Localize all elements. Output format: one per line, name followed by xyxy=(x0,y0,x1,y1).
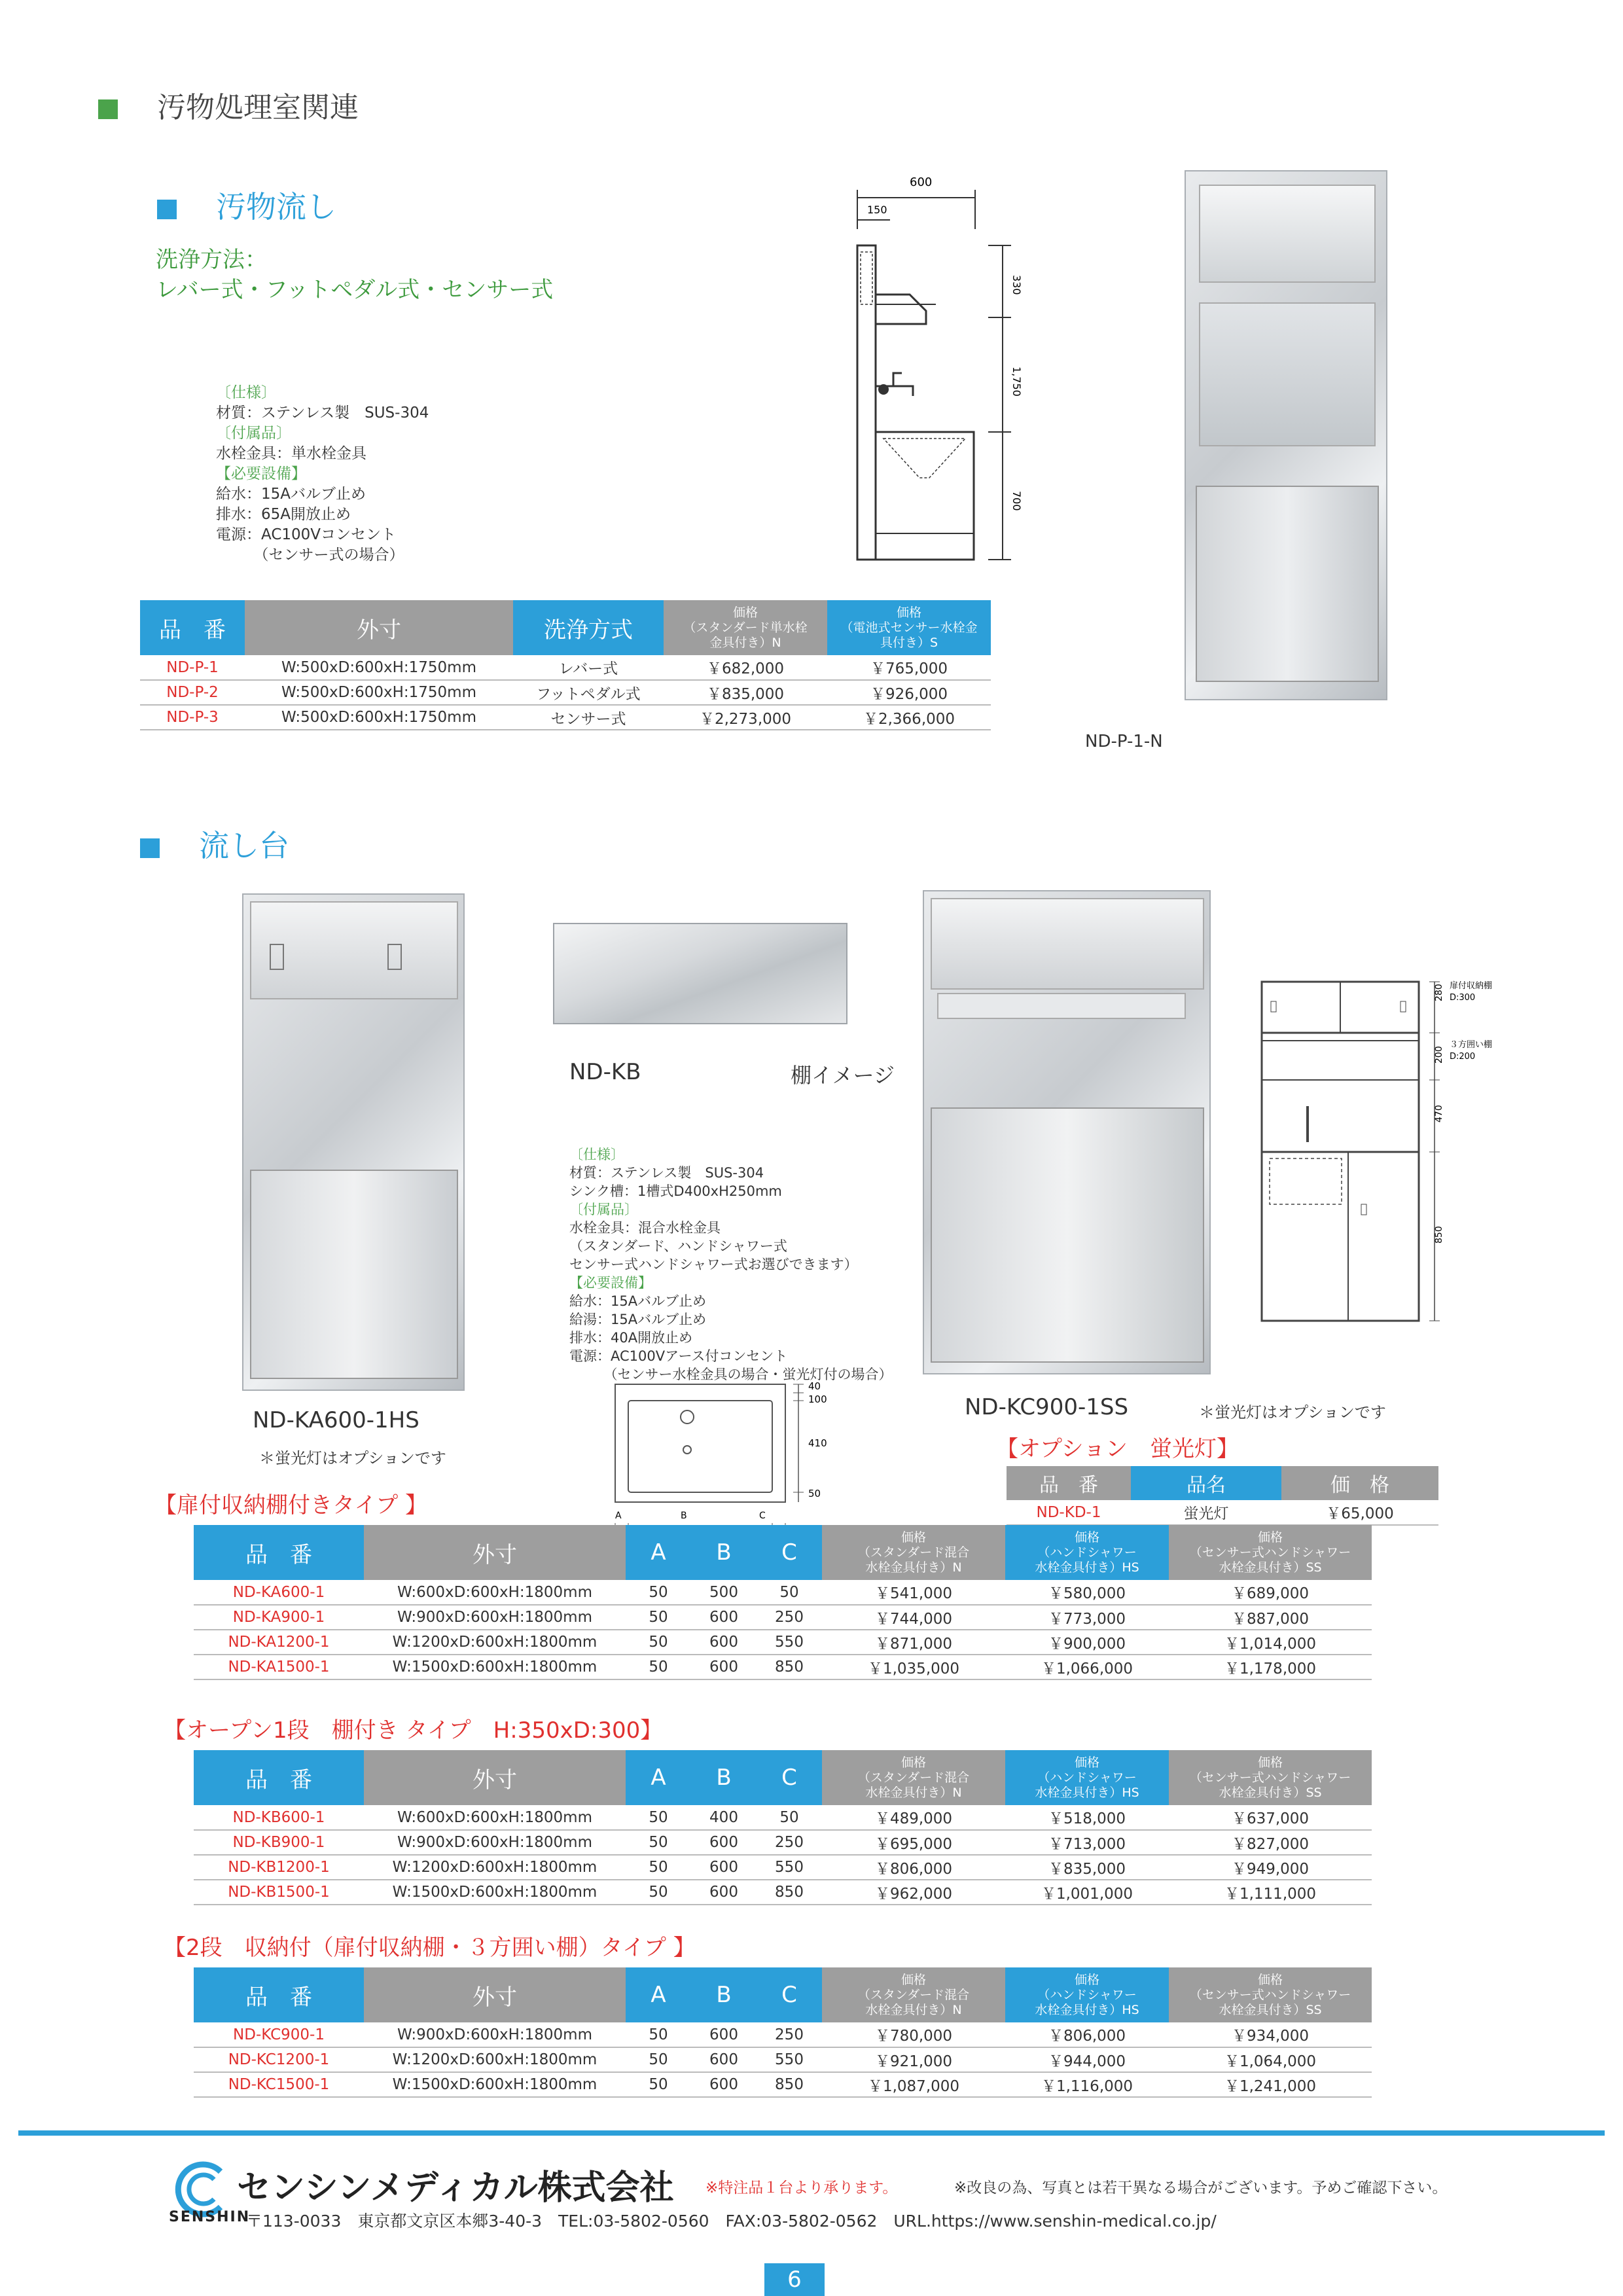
table-cell: 250 xyxy=(757,1605,822,1630)
spec-block-1 xyxy=(216,383,429,565)
caption-kc: ND-KC900-1SS xyxy=(965,1394,1129,1420)
th-option-price: 価 格 xyxy=(1281,1466,1438,1500)
table-cell: ￥637,000 xyxy=(1169,1805,1372,1830)
table-cell: 50 xyxy=(626,1830,691,1855)
table-cell: W:1500xD:600xH:1800mm xyxy=(364,2072,626,2097)
spec-line: 〔仕様〕 xyxy=(216,384,276,401)
dim-sink-bottom: 50 xyxy=(808,1488,821,1499)
th-dimension: 外寸 xyxy=(245,600,513,655)
shelf-image-kb xyxy=(553,923,847,1024)
table-cell: ￥2,366,000 xyxy=(827,705,991,730)
table-cell: 600 xyxy=(691,1880,757,1905)
table-cell: ￥926,000 xyxy=(827,680,991,705)
table-row xyxy=(194,2072,1372,2097)
table-cell: 600 xyxy=(691,2022,757,2047)
th-wash-method: 洗浄方式 xyxy=(513,600,664,655)
dim-kc-2-label-b: D:200 xyxy=(1450,1052,1476,1062)
table-cell: ￥1,066,000 xyxy=(1005,1655,1169,1679)
product-table xyxy=(194,1967,1372,2098)
th-b: B xyxy=(691,1750,757,1805)
table-cell: 50 xyxy=(757,1580,822,1605)
th-dimension: 外寸 xyxy=(364,1750,626,1805)
table-cell: ￥780,000 xyxy=(822,2022,1005,2047)
table-cell: ￥682,000 xyxy=(664,655,827,680)
table-cell: ￥773,000 xyxy=(1005,1605,1169,1630)
th-price-ss: 価格 （センサー式ハンドシャワー 水栓金具付き）SS xyxy=(1169,1525,1372,1580)
dim-label-c: C xyxy=(759,1511,766,1521)
note-improvement: ※改良の為、写真とは若干異なる場合がございます。予めご確認下さい。 xyxy=(954,2179,1448,2197)
table-cell: ￥541,000 xyxy=(822,1580,1005,1605)
page-header: 汚物処理室関連 xyxy=(98,84,359,126)
table-cell: W:500xD:600xH:1750mm xyxy=(245,705,513,730)
table-cell: ￥1,035,000 xyxy=(822,1655,1005,1679)
table-cell: 50 xyxy=(626,1605,691,1630)
table-cell: 50 xyxy=(626,1580,691,1605)
cell-model: ND-P-3 xyxy=(140,705,245,730)
table-cell: 600 xyxy=(691,1655,757,1679)
spec-line: （センサー水栓金具の場合・蛍光灯付の場合） xyxy=(569,1367,893,1382)
table-cell: 50 xyxy=(626,1855,691,1880)
table-cell: レバー式 xyxy=(513,655,664,680)
table-cell: 600 xyxy=(691,1855,757,1880)
table-option xyxy=(1007,1466,1438,1526)
table-row xyxy=(194,1655,1372,1679)
spec-line: 排水：65A開放止め xyxy=(216,506,351,523)
spec-line: 水栓金具：単水栓金具 xyxy=(216,445,366,462)
logo-text: SENSHIN xyxy=(169,2209,251,2225)
table-cell: 850 xyxy=(757,1880,822,1905)
dim-kc-4: 850 xyxy=(1434,1226,1444,1244)
th-model: 品 番 xyxy=(194,1967,364,2022)
table-cell: ￥1,014,000 xyxy=(1169,1630,1372,1655)
cell-model: ND-P-1 xyxy=(140,655,245,680)
cell-model: ND-KB900-1 xyxy=(194,1830,364,1855)
th-price-ss: 価格 （センサー式ハンドシャワー 水栓金具付き）SS xyxy=(1169,1967,1372,2022)
th-dimension: 外寸 xyxy=(364,1967,626,2022)
table-cell: 600 xyxy=(691,1605,757,1630)
dim-kc-2-label-a: ３方囲い棚 xyxy=(1450,1040,1493,1050)
drawing-sink-np xyxy=(831,170,1027,589)
cell-model: ND-KC900-1 xyxy=(194,2022,364,2047)
table-cell: 250 xyxy=(757,2022,822,2047)
table-cell: 600 xyxy=(691,2072,757,2097)
table-row xyxy=(194,1605,1372,1630)
table-cell: 50 xyxy=(757,1805,822,1830)
table-row xyxy=(140,680,991,705)
th-option-name: 品名 xyxy=(1131,1466,1281,1500)
table-cell: 550 xyxy=(757,2047,822,2072)
table-cell: 600 xyxy=(691,2047,757,2072)
table-row xyxy=(194,1580,1372,1605)
spec-line: 材質：ステンレス製 SUS-304 xyxy=(216,404,429,422)
green-square-icon xyxy=(98,99,118,119)
cell-model: ND-P-2 xyxy=(140,680,245,705)
table-cell: 550 xyxy=(757,1630,822,1655)
table-cell: 50 xyxy=(626,1880,691,1905)
th-c: C xyxy=(757,1967,822,2022)
table-cell: ￥1,087,000 xyxy=(822,2072,1005,2097)
table-cell: ￥518,000 xyxy=(1005,1805,1169,1830)
table-cell: W:900xD:600xH:1800mm xyxy=(364,1830,626,1855)
th-price-n: 価格 （スタンダード混合 水栓金具付き）N xyxy=(822,1750,1005,1805)
th-price-hs: 価格 （ハンドシャワー 水栓金具付き）HS xyxy=(1005,1750,1169,1805)
table-cell: センサー式 xyxy=(513,705,664,730)
dim-sink-top: 40 xyxy=(808,1380,821,1392)
method-label: 洗浄方法： xyxy=(156,247,267,273)
blue-square-icon xyxy=(157,200,177,219)
company-address: 〒113-0033 東京都文京区本郷3-40-3 TEL:03-5802-0560 FAX:03-5802-0562 URL.https://www.senshin-medical.co.jp/ xyxy=(246,2212,1217,2231)
cell-model: ND-KB1500-1 xyxy=(194,1880,364,1905)
product-photo-np xyxy=(1185,170,1387,700)
table-cell: ￥944,000 xyxy=(1005,2047,1169,2072)
drawing-kc xyxy=(1257,975,1493,1342)
table-cell: W:500xD:600xH:1750mm xyxy=(245,655,513,680)
table-cell: W:1200xD:600xH:1800mm xyxy=(364,2047,626,2072)
table-cell: 600 xyxy=(691,1830,757,1855)
section1-title: 汚物流し xyxy=(157,183,336,226)
table-cell: ￥921,000 xyxy=(822,2047,1005,2072)
table-row xyxy=(194,2047,1372,2072)
table-cell: ￥2,273,000 xyxy=(664,705,827,730)
product-table xyxy=(194,1525,1372,1680)
spec-line: 給水：15Aバルブ止め xyxy=(216,486,366,503)
caption-ka: ND-KA600-1HS xyxy=(253,1407,419,1433)
table-row xyxy=(194,1805,1372,1830)
table-cell: W:600xD:600xH:1800mm xyxy=(364,1805,626,1830)
product-table xyxy=(194,1750,1372,1905)
table-cell: 500 xyxy=(691,1580,757,1605)
dim-kc-1-label-b: D:300 xyxy=(1450,993,1476,1003)
dim-side: 150 xyxy=(867,204,887,216)
cell-model: ND-KC1500-1 xyxy=(194,2072,364,2097)
spec-line: 【必要設備】 xyxy=(569,1275,652,1291)
table-row xyxy=(140,705,991,730)
cell-model: ND-KC1200-1 xyxy=(194,2047,364,2072)
spec-line: （スタンダード、ハンドシャワー式 xyxy=(569,1238,787,1254)
table-cell: W:1500xD:600xH:1800mm xyxy=(364,1655,626,1679)
table-row xyxy=(194,1630,1372,1655)
table-cell: 50 xyxy=(626,2022,691,2047)
th-price-ss: 価格 （センサー式ハンドシャワー 水栓金具付き）SS xyxy=(1169,1750,1372,1805)
table-cell: フットペダル式 xyxy=(513,680,664,705)
table-cell: ￥934,000 xyxy=(1169,2022,1372,2047)
cell-model: ND-KD-1 xyxy=(1007,1500,1131,1525)
table-cell: ￥1,064,000 xyxy=(1169,2047,1372,2072)
dim-kc-2: 200 xyxy=(1434,1046,1444,1064)
th-model: 品 番 xyxy=(140,600,245,655)
dim-counter: 700 xyxy=(1010,491,1023,511)
table-row xyxy=(194,1880,1372,1905)
th-model: 品 番 xyxy=(194,1750,364,1805)
cell-model: ND-KA1200-1 xyxy=(194,1630,364,1655)
table-row xyxy=(194,1855,1372,1880)
table-cell: ￥871,000 xyxy=(822,1630,1005,1655)
th-model: 品 番 xyxy=(194,1525,364,1580)
caption-shelf-image: 棚イメージ xyxy=(791,1063,895,1088)
spec-line: 給湯：15Aバルブ止め xyxy=(569,1312,707,1327)
dim-kc-1: 280 xyxy=(1434,984,1444,1001)
cell-model: ND-KB1200-1 xyxy=(194,1855,364,1880)
table-title: 【扉付収納棚付きタイプ 】 xyxy=(154,1492,428,1518)
dim-label-b: B xyxy=(681,1511,687,1521)
section2-title: 流し台 xyxy=(140,822,289,865)
th-price-hs: 価格 （ハンドシャワー 水栓金具付き）HS xyxy=(1005,1525,1169,1580)
blue-square-icon xyxy=(140,838,160,858)
table-cell: W:1200xD:600xH:1800mm xyxy=(364,1855,626,1880)
company-name: センシンメディカル株式会社 xyxy=(237,2168,674,2208)
table-cell: ￥1,241,000 xyxy=(1169,2072,1372,2097)
table-cell: ￥887,000 xyxy=(1169,1605,1372,1630)
cell-model: ND-KB600-1 xyxy=(194,1805,364,1830)
table-cell: 50 xyxy=(626,2047,691,2072)
spec-block-2 xyxy=(569,1145,893,1384)
spec-line: 給水：15Aバルブ止め xyxy=(569,1293,707,1309)
th-c: C xyxy=(757,1525,822,1580)
dim-label-a: A xyxy=(615,1511,622,1521)
th-c: C xyxy=(757,1750,822,1805)
table-cell: W:900xD:600xH:1800mm xyxy=(364,2022,626,2047)
table-cell: ￥695,000 xyxy=(822,1830,1005,1855)
table-cell: ￥900,000 xyxy=(1005,1630,1169,1655)
table-cell: ￥580,000 xyxy=(1005,1580,1169,1605)
th-price-n: 価格 （スタンダード混合 水栓金具付き）N xyxy=(822,1967,1005,2022)
drawing-sink-top xyxy=(602,1371,838,1535)
product-photo-ka xyxy=(242,893,465,1391)
spec-line: 電源：AC100Vコンセント xyxy=(216,526,397,543)
spec-line: （センサー式の場合） xyxy=(216,547,404,564)
note-kc: ＊蛍光灯はオプションです xyxy=(1199,1403,1386,1422)
table-cell: 400 xyxy=(691,1805,757,1830)
table-row xyxy=(194,1830,1372,1855)
method-block xyxy=(156,245,553,305)
dim-kc-1-label-a: 扉付収納棚 xyxy=(1450,981,1493,991)
table-cell: 600 xyxy=(691,1630,757,1655)
option-title: 【オプション 蛍光灯】 xyxy=(996,1436,1239,1462)
table-cell: ￥713,000 xyxy=(1005,1830,1169,1855)
th-a: A xyxy=(626,1750,691,1805)
dim-height: 1,750 xyxy=(1010,367,1023,397)
spec-line: センサー式ハンドシャワー式お選びできます） xyxy=(569,1257,858,1272)
spec-line: 【必要設備】 xyxy=(216,465,306,482)
spec-line: シンク槽：1槽式D400xH250mm xyxy=(569,1183,782,1199)
spec-line: 水栓金具：混合水栓金具 xyxy=(569,1220,721,1236)
table-cell: ￥1,111,000 xyxy=(1169,1880,1372,1905)
table-cell: 50 xyxy=(626,1630,691,1655)
th-price-n: 価格 （スタンダード単水栓 金具付き）N xyxy=(664,600,827,655)
footer-divider xyxy=(18,2130,1605,2136)
th-price-n: 価格 （スタンダード混合 水栓金具付き）N xyxy=(822,1525,1005,1580)
method-value: レバー式・フットペダル式・センサー式 xyxy=(156,277,554,303)
table-row xyxy=(140,655,991,680)
th-a: A xyxy=(626,1525,691,1580)
spec-line: 〔付属品〕 xyxy=(216,425,291,442)
table-cell: 50 xyxy=(626,1805,691,1830)
cell-model: ND-KA1500-1 xyxy=(194,1655,364,1679)
th-dimension: 外寸 xyxy=(364,1525,626,1580)
table-cell: ￥949,000 xyxy=(1169,1855,1372,1880)
table-title: 【2段 収納付（扉付収納棚・３方囲い棚）タイプ 】 xyxy=(164,1935,696,1961)
table-cell: 850 xyxy=(757,1655,822,1679)
th-b: B xyxy=(691,1525,757,1580)
dim-sink-mid: 100 xyxy=(808,1393,827,1405)
table-cell: 250 xyxy=(757,1830,822,1855)
th-a: A xyxy=(626,1967,691,2022)
table-cell: W:600xD:600xH:1800mm xyxy=(364,1580,626,1605)
dim-kc-3: 470 xyxy=(1434,1105,1444,1122)
table-np xyxy=(140,600,991,730)
spec-line: 〔付属品〕 xyxy=(569,1202,638,1217)
table-cell: W:500xD:600xH:1750mm xyxy=(245,680,513,705)
dim-sink-depth: 410 xyxy=(808,1437,827,1449)
table-cell: 850 xyxy=(757,2072,822,2097)
spec-line: 〔仕様〕 xyxy=(569,1147,624,1162)
table-row xyxy=(1007,1500,1438,1525)
table-cell: ￥1,116,000 xyxy=(1005,2072,1169,2097)
spec-line: 電源：AC100Vアース付コンセント xyxy=(569,1348,788,1364)
note-ka: ＊蛍光灯はオプションです xyxy=(259,1449,446,1467)
dim-shelf: 330 xyxy=(1010,275,1023,295)
table-cell: W:900xD:600xH:1800mm xyxy=(364,1605,626,1630)
table-title: 【オープン1段 棚付き タイプ H:350xD:300】 xyxy=(164,1717,663,1744)
note-custom-order: ※特注品１台より承ります。 xyxy=(705,2179,898,2197)
table-row xyxy=(194,2022,1372,2047)
page-number: 6 xyxy=(764,2263,825,2296)
dim-width: 600 xyxy=(910,175,933,189)
spec-line: 排水：40A開放止め xyxy=(569,1330,693,1346)
table-cell: 50 xyxy=(626,2072,691,2097)
spec-line: 材質：ステンレス製 SUS-304 xyxy=(569,1165,764,1181)
table-cell: ￥744,000 xyxy=(822,1605,1005,1630)
table-cell: W:1500xD:600xH:1800mm xyxy=(364,1880,626,1905)
table-cell: W:1200xD:600xH:1800mm xyxy=(364,1630,626,1655)
table-cell: 蛍光灯 xyxy=(1131,1500,1281,1525)
cell-model: ND-KA900-1 xyxy=(194,1605,364,1630)
table-cell: ￥689,000 xyxy=(1169,1580,1372,1605)
th-option-model: 品 番 xyxy=(1007,1466,1131,1500)
table-cell: ￥1,178,000 xyxy=(1169,1655,1372,1679)
table-cell: ￥962,000 xyxy=(822,1880,1005,1905)
table-cell: 50 xyxy=(626,1655,691,1679)
table-cell: ￥765,000 xyxy=(827,655,991,680)
th-price-s: 価格 （電池式センサー水栓金 具付き）S xyxy=(827,600,991,655)
table-cell: 550 xyxy=(757,1855,822,1880)
table-cell: ￥806,000 xyxy=(1005,2022,1169,2047)
product-photo-kc xyxy=(923,890,1211,1374)
table-cell: ￥489,000 xyxy=(822,1805,1005,1830)
table-cell: ￥827,000 xyxy=(1169,1830,1372,1855)
table-cell: ￥835,000 xyxy=(664,680,827,705)
table-cell: ￥1,001,000 xyxy=(1005,1880,1169,1905)
table-cell: ￥806,000 xyxy=(822,1855,1005,1880)
th-b: B xyxy=(691,1967,757,2022)
th-price-hs: 価格 （ハンドシャワー 水栓金具付き）HS xyxy=(1005,1967,1169,2022)
photo-caption-np: ND-P-1-N xyxy=(1085,732,1163,751)
cell-model: ND-KA600-1 xyxy=(194,1580,364,1605)
table-cell: ￥835,000 xyxy=(1005,1855,1169,1880)
caption-kb: ND-KB xyxy=(569,1059,641,1085)
table-cell: ￥65,000 xyxy=(1281,1500,1438,1525)
